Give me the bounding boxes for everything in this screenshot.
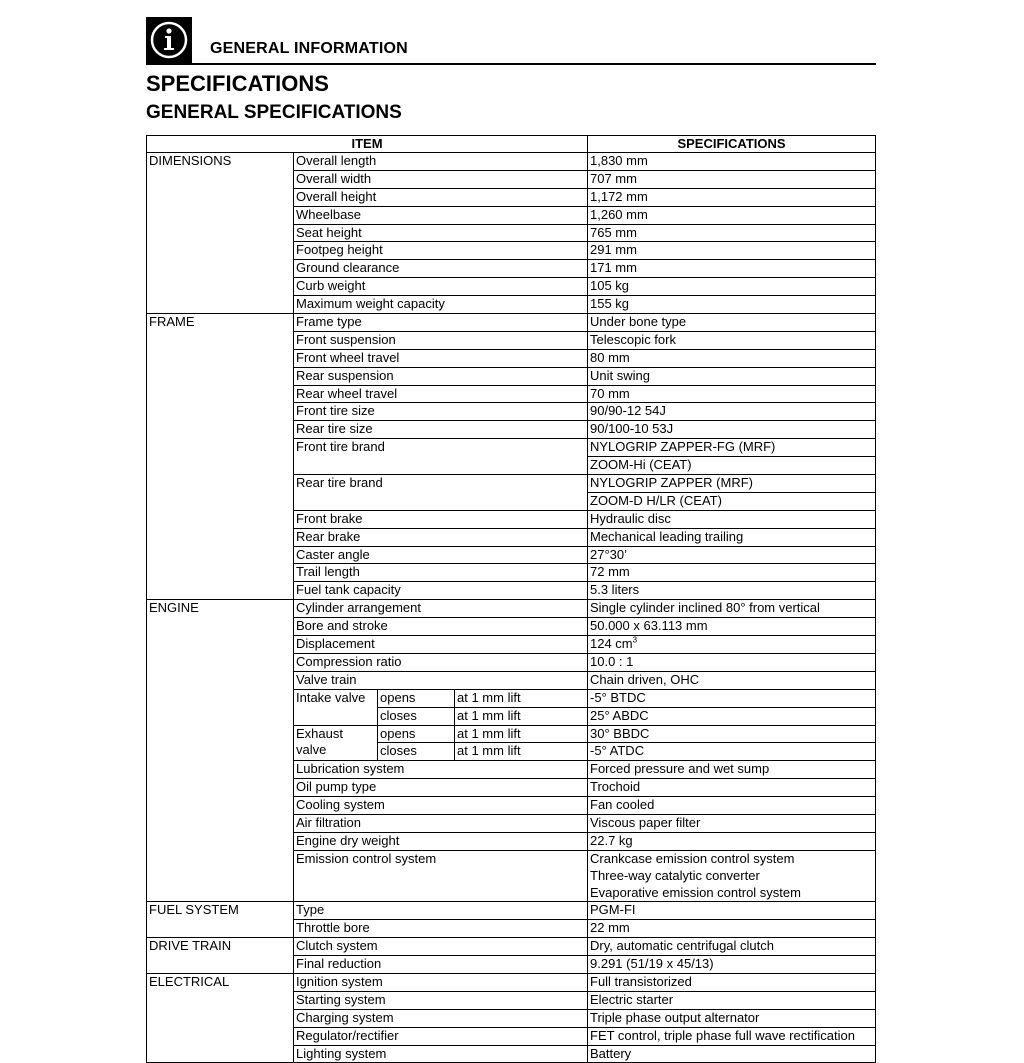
spec-value: 50.000 x 63.113 mm — [588, 618, 876, 636]
category-spacer — [147, 653, 294, 671]
item-label: Cylinder arrangement — [294, 600, 588, 618]
category-spacer — [147, 832, 294, 850]
valve-closes-label: closes — [378, 707, 455, 725]
category-frame: FRAME — [147, 314, 294, 332]
category-spacer — [147, 546, 294, 564]
table-row — [147, 814, 876, 832]
spec-value: -5° ATDC — [588, 743, 876, 761]
table-row — [147, 349, 876, 367]
item-label: Emission control system — [294, 850, 588, 867]
item-label: Oil pump type — [294, 779, 588, 797]
category-spacer — [147, 475, 294, 493]
category-spacer — [147, 582, 294, 600]
category-spacer — [147, 564, 294, 582]
table-row — [147, 956, 876, 974]
exhaust-label-line2: valve — [296, 741, 327, 757]
category-spacer — [147, 385, 294, 403]
table-row — [147, 973, 876, 991]
spec-value: 9.291 (51/19 x 45/13) — [588, 956, 876, 974]
category-spacer — [147, 1027, 294, 1045]
table-row — [147, 403, 876, 421]
category-dimensions: DIMENSIONS — [147, 153, 294, 171]
table-row — [147, 510, 876, 528]
category-spacer — [147, 224, 294, 242]
valve-opens-label: opens — [378, 725, 455, 743]
spec-value: 22.7 kg — [588, 832, 876, 850]
item-label: Front suspension — [294, 331, 588, 349]
exhaust-valve-label — [294, 725, 378, 761]
category-spacer — [147, 761, 294, 779]
table-row — [147, 761, 876, 779]
item-label: Air filtration — [294, 814, 588, 832]
item-label-cont — [294, 492, 588, 510]
item-label: Cooling system — [294, 797, 588, 815]
category-electrical: ELECTRICAL — [147, 973, 294, 991]
spec-value: 90/90-12 54J — [588, 403, 876, 421]
spec-value: Forced pressure and wet sump — [588, 761, 876, 779]
category-fuel: FUEL SYSTEM — [147, 902, 294, 920]
item-label: Rear wheel travel — [294, 385, 588, 403]
page-title: SPECIFICATIONS — [146, 71, 329, 96]
item-label: Bore and stroke — [294, 618, 588, 636]
spec-value: NYLOGRIP ZAPPER-FG (MRF) — [588, 439, 876, 457]
page-subtitle: GENERAL SPECIFICATIONS — [146, 102, 402, 123]
item-label: Overall width — [294, 170, 588, 188]
table-row — [147, 582, 876, 600]
table-row — [147, 242, 876, 260]
table-row — [147, 224, 876, 242]
category-spacer — [147, 331, 294, 349]
spec-value: 5.3 liters — [588, 582, 876, 600]
table-row — [147, 385, 876, 403]
category-spacer — [147, 689, 294, 707]
valve-lift-label: at 1 mm lift — [455, 689, 588, 707]
item-label: Regulator/rectifier — [294, 1027, 588, 1045]
displacement-value: 124 cm — [590, 636, 633, 652]
category-spacer — [147, 421, 294, 439]
table-row — [147, 618, 876, 636]
valve-lift-label: at 1 mm lift — [455, 707, 588, 725]
intake-valve-label: Intake valve — [294, 689, 378, 725]
table-row — [147, 938, 876, 956]
item-label: Compression ratio — [294, 653, 588, 671]
item-label: Front tire size — [294, 403, 588, 421]
table-row — [147, 421, 876, 439]
table-row — [147, 188, 876, 206]
category-spacer — [147, 1009, 294, 1027]
item-label: Displacement — [294, 636, 588, 654]
table-row — [147, 457, 876, 475]
category-spacer — [147, 636, 294, 654]
item-label: Type — [294, 902, 588, 920]
item-label: Rear brake — [294, 528, 588, 546]
table-header-row — [147, 136, 876, 153]
item-label: Front brake — [294, 510, 588, 528]
item-label: Final reduction — [294, 956, 588, 974]
item-label: Overall height — [294, 188, 588, 206]
table-row — [147, 991, 876, 1009]
item-label: Fuel tank capacity — [294, 582, 588, 600]
item-label: Engine dry weight — [294, 832, 588, 850]
spec-value: Battery — [588, 1045, 876, 1063]
item-label: Starting system — [294, 991, 588, 1009]
table-row — [147, 689, 876, 707]
category-spacer — [147, 868, 294, 885]
category-spacer — [147, 170, 294, 188]
spec-value: 27°30’ — [588, 546, 876, 564]
category-spacer — [147, 743, 294, 761]
item-label: Seat height — [294, 224, 588, 242]
table-row — [147, 546, 876, 564]
category-spacer — [147, 296, 294, 314]
column-header-specifications: SPECIFICATIONS — [588, 136, 876, 153]
spec-value: FET control, triple phase full wave rectification — [588, 1027, 876, 1045]
spec-value: Full transistorized — [588, 973, 876, 991]
displacement-unit-superscript: 3 — [632, 635, 638, 645]
table-row — [147, 868, 876, 885]
table-row — [147, 600, 876, 618]
valve-opens-label: opens — [378, 689, 455, 707]
category-spacer — [147, 510, 294, 528]
spec-value: Evaporative emission control system — [588, 885, 876, 902]
category-spacer — [147, 725, 294, 743]
item-label-cont — [294, 885, 588, 902]
table-row — [147, 636, 876, 654]
item-label: Maximum weight capacity — [294, 296, 588, 314]
spec-value: Single cylinder inclined 80° from vertical — [588, 600, 876, 618]
spec-value: ZOOM-D H/LR (CEAT) — [588, 492, 876, 510]
table-row — [147, 528, 876, 546]
spec-value: 90/100-10 53J — [588, 421, 876, 439]
table-row — [147, 671, 876, 689]
spec-value: Crankcase emission control system — [588, 850, 876, 867]
spec-value: 10.0 : 1 — [588, 653, 876, 671]
column-header-item: ITEM — [147, 136, 588, 153]
item-label-cont — [294, 868, 588, 885]
category-spacer — [147, 797, 294, 815]
spec-value: Fan cooled — [588, 797, 876, 815]
category-drive: DRIVE TRAIN — [147, 938, 294, 956]
item-label: Ground clearance — [294, 260, 588, 278]
item-label: Overall length — [294, 153, 588, 171]
exhaust-label-line1: Exhaust — [296, 725, 343, 741]
table-row — [147, 331, 876, 349]
category-spacer — [147, 367, 294, 385]
spec-value: 1,260 mm — [588, 206, 876, 224]
table-row — [147, 1009, 876, 1027]
table-row — [147, 439, 876, 457]
spec-value: NYLOGRIP ZAPPER (MRF) — [588, 475, 876, 493]
valve-lift-label: at 1 mm lift — [455, 725, 588, 743]
category-spacer — [147, 1045, 294, 1063]
item-label: Valve train — [294, 671, 588, 689]
category-spacer — [147, 492, 294, 510]
item-label: Rear tire brand — [294, 475, 588, 493]
spec-value: Three-way catalytic converter — [588, 868, 876, 885]
category-spacer — [147, 349, 294, 367]
category-spacer — [147, 206, 294, 224]
category-spacer — [147, 528, 294, 546]
spec-value: Dry, automatic centrifugal clutch — [588, 938, 876, 956]
category-spacer — [147, 991, 294, 1009]
item-label: Lighting system — [294, 1045, 588, 1063]
table-row — [147, 653, 876, 671]
category-spacer — [147, 920, 294, 938]
spec-value: Viscous paper filter — [588, 814, 876, 832]
item-label: Trail length — [294, 564, 588, 582]
item-label: Clutch system — [294, 938, 588, 956]
table-row — [147, 278, 876, 296]
category-spacer — [147, 278, 294, 296]
category-spacer — [147, 188, 294, 206]
item-label: Footpeg height — [294, 242, 588, 260]
category-spacer — [147, 850, 294, 867]
spec-value: 25° ABDC — [588, 707, 876, 725]
spec-value: 155 kg — [588, 296, 876, 314]
spec-value: Under bone type — [588, 314, 876, 332]
valve-lift-label: at 1 mm lift — [455, 743, 588, 761]
table-row — [147, 850, 876, 867]
table-row — [147, 797, 876, 815]
category-spacer — [147, 814, 294, 832]
spec-value: Mechanical leading trailing — [588, 528, 876, 546]
section-header: GENERAL INFORMATION — [210, 40, 408, 57]
category-spacer — [147, 403, 294, 421]
spec-value: 80 mm — [588, 349, 876, 367]
category-spacer — [147, 671, 294, 689]
spec-value: PGM-FI — [588, 902, 876, 920]
spec-value: 70 mm — [588, 385, 876, 403]
info-icon — [146, 17, 192, 63]
item-label: Front tire brand — [294, 439, 588, 457]
spec-value: 1,172 mm — [588, 188, 876, 206]
table-row — [147, 707, 876, 725]
category-spacer — [147, 439, 294, 457]
spec-value: Electric starter — [588, 991, 876, 1009]
spec-value: 105 kg — [588, 278, 876, 296]
table-row — [147, 260, 876, 278]
table-row — [147, 367, 876, 385]
item-label: Throttle bore — [294, 920, 588, 938]
table-row — [147, 779, 876, 797]
table-row — [147, 296, 876, 314]
table-row — [147, 920, 876, 938]
table-row — [147, 153, 876, 171]
category-spacer — [147, 618, 294, 636]
category-spacer — [147, 885, 294, 902]
spec-value: 291 mm — [588, 242, 876, 260]
spec-value: Unit swing — [588, 367, 876, 385]
table-row — [147, 725, 876, 743]
category-engine: ENGINE — [147, 600, 294, 618]
table-row — [147, 206, 876, 224]
category-spacer — [147, 242, 294, 260]
header-rule — [146, 63, 876, 65]
item-label: Lubrication system — [294, 761, 588, 779]
item-label: Front wheel travel — [294, 349, 588, 367]
item-label: Ignition system — [294, 973, 588, 991]
table-row — [147, 902, 876, 920]
spec-value: ZOOM-Hi (CEAT) — [588, 457, 876, 475]
spec-value: 1,830 mm — [588, 153, 876, 171]
item-label: Wheelbase — [294, 206, 588, 224]
valve-closes-label: closes — [378, 743, 455, 761]
table-row — [147, 1045, 876, 1063]
table-row — [147, 1027, 876, 1045]
spec-value — [588, 636, 876, 654]
item-label: Curb weight — [294, 278, 588, 296]
table-row — [147, 564, 876, 582]
category-spacer — [147, 707, 294, 725]
table-row — [147, 832, 876, 850]
spec-value: Trochoid — [588, 779, 876, 797]
table-row — [147, 885, 876, 902]
table-row — [147, 743, 876, 761]
spec-value: Triple phase output alternator — [588, 1009, 876, 1027]
item-label: Rear suspension — [294, 367, 588, 385]
spec-value: -5° BTDC — [588, 689, 876, 707]
category-spacer — [147, 260, 294, 278]
table-row — [147, 492, 876, 510]
category-spacer — [147, 457, 294, 475]
specifications-table — [146, 135, 876, 1063]
spec-value: 22 mm — [588, 920, 876, 938]
category-spacer — [147, 779, 294, 797]
spec-value: 171 mm — [588, 260, 876, 278]
item-label-cont — [294, 457, 588, 475]
spec-value: 707 mm — [588, 170, 876, 188]
category-spacer — [147, 956, 294, 974]
item-label: Frame type — [294, 314, 588, 332]
spec-value: 30° BBDC — [588, 725, 876, 743]
table-row — [147, 314, 876, 332]
spec-value: Hydraulic disc — [588, 510, 876, 528]
spec-value: Chain driven, OHC — [588, 671, 876, 689]
table-row — [147, 170, 876, 188]
item-label: Rear tire size — [294, 421, 588, 439]
spec-value: 765 mm — [588, 224, 876, 242]
spec-value: Telescopic fork — [588, 331, 876, 349]
item-label: Charging system — [294, 1009, 588, 1027]
item-label: Caster angle — [294, 546, 588, 564]
spec-value: 72 mm — [588, 564, 876, 582]
table-row — [147, 475, 876, 493]
